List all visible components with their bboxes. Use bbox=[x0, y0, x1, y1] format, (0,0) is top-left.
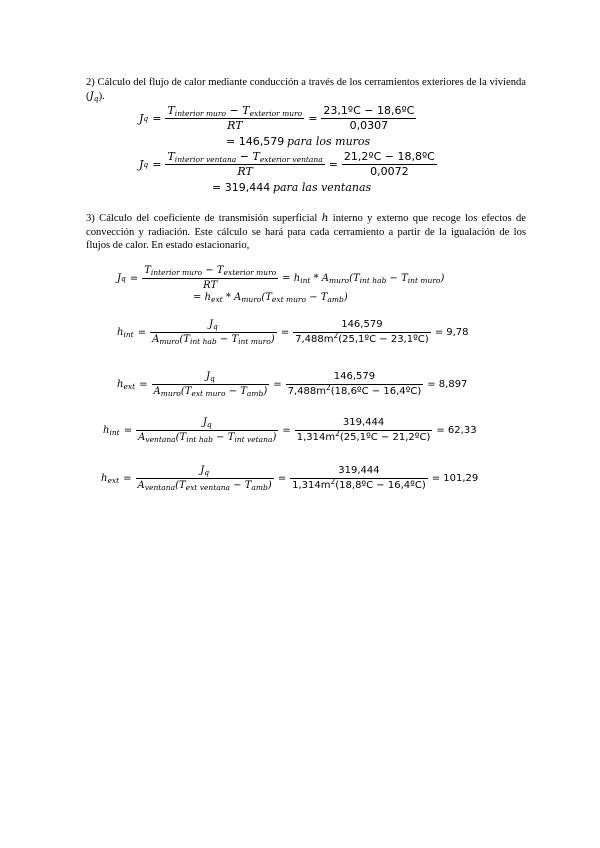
section-3-intro: 3) Cálculo del coeficiente de transmisión superficial h interno y externo que recoge los efectos de convección y radiación. Este cálculo se hará para cada cerramiento a partir de la igualación de los flujos de calor. En estado estacionario, bbox=[86, 212, 526, 251]
result-walls: = 146,579 para los muros bbox=[226, 135, 371, 148]
equation-h-ext-wall: $h_{ext}$ = $\frac{J_q}{A_{muro}(T_{ext muro} - T_{amb})}$ = $\frac{146,579}{7,488m^2(18,6ºC - 16,4ºC)}$ = 8,897 bbox=[117, 371, 468, 398]
equation-flux-walls: J q = $\frac{T_{interior muro} - T_{exterior muro}}{RT}$ = $\frac{\text{23,1ºC − 18,6ºC}}{0,0307}$ bbox=[139, 104, 415, 132]
equation-flux-equality-line2: = $h_{ext} * A_{muro}(T_{ext muro} - T_{amb})$ bbox=[193, 292, 348, 304]
section-2-intro: 2) Cálculo del flujo de calor mediante conducción a través de los cerramientos exteriores de la vivienda $(J_q)$. bbox=[86, 77, 526, 103]
equation-h-ext-window: $h_{ext}$ = $\frac{J_q}{A_{ventana}(T_{ext ventana} - T_{amb})}$ = $\frac{319,444}{1,314m^2(18,8ºC - 16,4ºC)}$ = 101,29 bbox=[101, 465, 479, 492]
equation-flux-windows: J q = $\frac{T_{interior ventana} - T_{exterior ventana}}{RT}$ = $\frac{\text{21,2ºC − 18,8ºC}}{0,0072}$ bbox=[139, 150, 435, 178]
equation-h-int-window: $h_{int}$ = $\frac{J_q}{A_{ventana}(T_{int hab} - T_{int vetana})}$ = $\frac{319,444}{1,314m^2(25,1ºC - 21,2ºC)}$ = 62,33 bbox=[103, 417, 477, 444]
equation-flux-equality: J q = $\frac{T_{interior muro} - T_{exterior muro}}{RT}$ = $h_{int} * A_{muro}(T_{int hab} - T_{int muro})$ bbox=[117, 265, 445, 291]
equation-h-int-wall: $h_{int}$ = $\frac{J_q}{A_{muro}(T_{int hab} - T_{int muro})}$ = $\frac{146,579}{7,488m^2(25,1ºC - 23,1ºC)}$ = 9,78 bbox=[117, 319, 469, 346]
result-windows: = 319,444 para las ventanas bbox=[212, 181, 372, 194]
